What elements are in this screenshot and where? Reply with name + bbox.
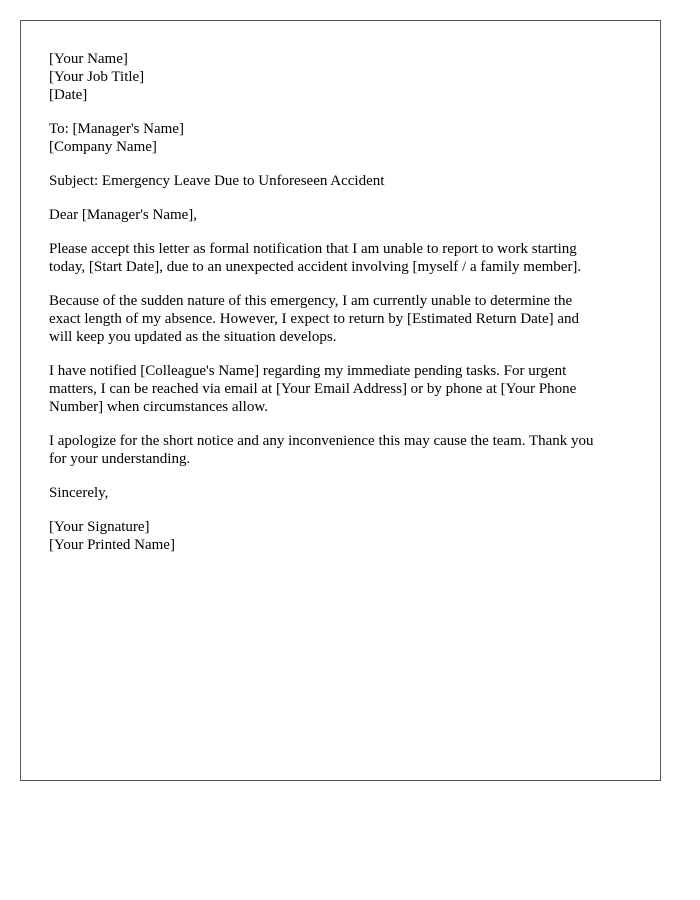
body-paragraph-4 xyxy=(49,432,660,468)
signature: [Your Signature] xyxy=(49,519,150,535)
letter-date: [Date] xyxy=(49,87,88,103)
body-line: will keep you updated as the situation develops. xyxy=(49,329,337,345)
signature-block xyxy=(49,518,660,554)
salutation-text: Dear [Manager's Name], xyxy=(49,207,198,223)
subject-line xyxy=(49,172,660,190)
body-paragraph-3 xyxy=(49,362,660,416)
recipient-name: To: [Manager's Name] xyxy=(49,121,184,137)
body-line: Because of the sudden nature of this emergency, I am currently unable to determine the xyxy=(49,293,573,309)
closing-text: Sincerely, xyxy=(49,485,109,501)
body-line: for your understanding. xyxy=(49,451,191,467)
body-paragraph-2 xyxy=(49,292,660,346)
salutation xyxy=(49,206,660,224)
subject-text: Subject: Emergency Leave Due to Unforeseen Accident xyxy=(49,173,385,189)
body-line: Please accept this letter as formal notification that I am unable to report to work starting xyxy=(49,241,577,257)
letter-page xyxy=(20,20,661,781)
body-line: exact length of my absence. However, I expect to return by [Estimated Return Date] and xyxy=(49,311,580,327)
sender-job-title: [Your Job Title] xyxy=(49,69,145,85)
sender-name: [Your Name] xyxy=(49,51,128,67)
closing xyxy=(49,484,660,502)
body-line: I have notified [Colleague's Name] regarding my immediate pending tasks. For urgent xyxy=(49,363,567,379)
recipient-block xyxy=(49,120,660,156)
recipient-company: [Company Name] xyxy=(49,139,157,155)
body-paragraph-1 xyxy=(49,240,660,276)
printed-name: [Your Printed Name] xyxy=(49,537,175,553)
body-line: I apologize for the short notice and any inconvenience this may cause the team. Thank you xyxy=(49,433,594,449)
sender-block xyxy=(49,50,660,104)
body-line: today, [Start Date], due to an unexpected accident involving [myself / a family member]. xyxy=(49,259,582,275)
body-line: matters, I can be reached via email at [Your Email Address] or by phone at [Your Phone xyxy=(49,381,577,397)
body-line: Number] when circumstances allow. xyxy=(49,399,268,415)
